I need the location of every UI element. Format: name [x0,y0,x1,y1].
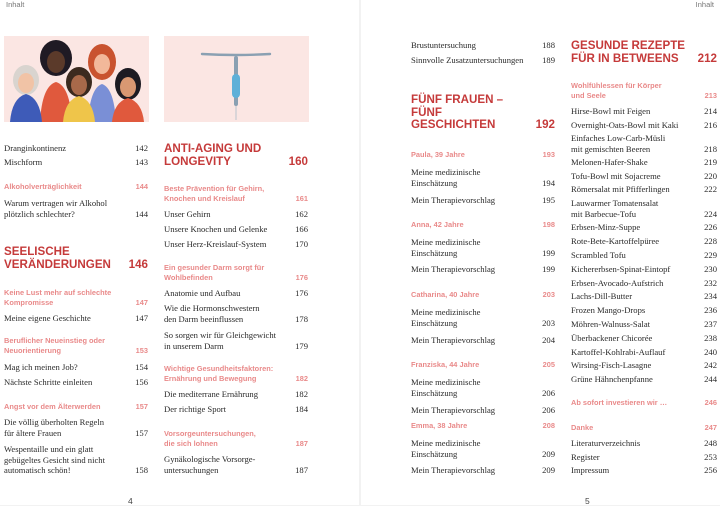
toc-page-number: 182 [295,373,308,383]
section-heading [164,364,308,383]
toc-page-number: 234 [704,291,717,301]
toc-title: Lauwarmer Tomatensalat mit Barbecue-Tofu [571,198,659,219]
toc-page-number: 142 [135,143,148,153]
toc-entry [411,55,555,66]
toc-page-number: 214 [704,106,717,116]
toc-title: FÜNF FRAUEN – FÜNF GESCHICHTEN [411,93,504,132]
toc-page-number: 176 [295,288,308,298]
toc-page-number: 144 [135,182,148,191]
iud-icon [164,36,309,122]
toc-title: Meine medizinische Einschätzung [411,377,481,398]
toc-page-number: 161 [295,193,308,203]
toc-page-number: 162 [295,209,308,219]
toc-title: Kartoffel-Kohlrabi-Auflauf [571,347,666,357]
toc-page-number: 242 [704,360,717,370]
toc-title: ANTI-AGING UND LONGEVITY [164,142,262,168]
toc-entry [4,143,148,154]
toc-entry [571,264,717,275]
toc-title: Vorsorgeuntersuchungen, die sich lohnen [164,429,256,448]
toc-entry [571,184,717,195]
toc-title: Keine Lust mehr auf schlechte Kompromisse [4,288,112,307]
toc-entry [571,452,717,463]
toc-page-number: 222 [704,184,717,194]
toc-page-number: 160 [288,154,308,168]
toc-page-number: 206 [542,405,555,415]
toc-entry [4,157,148,168]
toc-title: Meine medizinische Einschätzung [411,167,481,188]
toc-entry [4,198,148,219]
toc-page-number: 178 [295,313,308,324]
toc-page-number: 209 [542,448,555,459]
toc-entry [411,264,555,275]
toc-entry [571,465,717,476]
toc-entry [571,171,717,182]
toc-title: Unsere Knochen und Gelenke [164,224,268,234]
toc-entry [571,198,717,219]
toc-page-number: 179 [295,340,308,351]
section-heading [411,290,555,300]
toc-title: Angst vor dem Älterwerden [4,402,101,411]
toc-entry [571,333,717,344]
toc-page-number: 226 [704,222,717,232]
toc-entry [164,303,308,324]
toc-page-number: 208 [542,421,555,430]
toc-page-number: 193 [542,150,555,159]
toc-title: Rote-Bete-Kartoffelpüree [571,236,660,246]
toc-title: Die völlig überholten Regeln für ältere Frauen [4,417,104,438]
toc-title: Overnight-Oats-Bowl mit Kaki [571,120,679,130]
toc-title: Paula, 39 Jahre [411,150,465,159]
toc-page-number: 204 [542,335,555,345]
toc-title: Dranginkontinenz [4,143,67,153]
toc-entry [571,157,717,168]
toc-entry [571,250,717,261]
toc-title: Catharina, 40 Jahre [411,290,480,299]
toc-title: Impressum [571,465,610,475]
toc-title: Gynäkologische Vorsorge- untersuchungen [164,454,256,475]
toc-title: Beste Prävention für Gehirn, Knochen und Kreislauf [164,184,265,203]
toc-entry [571,374,717,385]
toc-title: GESUNDE REZEPTE FÜR IN BETWEENS [571,39,686,65]
women-illustration-svg [4,36,149,122]
toc-title: Römersalat mit Pfifferlingen [571,184,670,194]
toc-entry [164,224,308,235]
section-heading [4,336,148,355]
section-heading [4,182,148,192]
toc-page-number: 219 [704,157,717,167]
running-head-right: Inhalt [695,0,714,9]
toc-page-number: 224 [704,208,717,219]
chapter-heading [4,246,148,271]
toc-title: Die mediterrane Ernährung [164,389,259,399]
chapter-heading [411,94,555,132]
toc-title: Meine medizinische Einschätzung [411,438,481,459]
toc-entry [164,239,308,250]
toc-entry [571,222,717,233]
toc-page-number: 230 [704,264,717,274]
toc-page-number: 199 [542,264,555,274]
toc-title: Warum vertragen wir Alkohol plötzlich schlechter? [4,198,108,219]
toc-title: Grüne Hähnchenpfanne [571,374,653,384]
toc-page-number: 216 [704,120,717,130]
toc-page-number: 247 [704,423,717,432]
women-illustration [4,36,149,122]
toc-page-number: 170 [295,239,308,249]
toc-page-number: 147 [135,297,148,307]
toc-page-number: 154 [135,362,148,372]
toc-title: Nächste Schritte einleiten [4,377,93,387]
toc-page-number: 182 [295,389,308,399]
toc-entry [411,465,555,476]
toc-entry [4,362,148,373]
section-heading [411,150,555,160]
section-heading [164,263,308,282]
toc-title: Tofu-Bowl mit Sojacreme [571,171,661,181]
toc-entry [411,40,555,51]
toc-title: Anna, 42 Jahre [411,220,464,229]
toc-entry [4,313,148,324]
toc-entry [411,195,555,206]
toc-title: Danke [571,423,594,432]
toc-title: Meine medizinische Einschätzung [411,307,481,328]
toc-title: Wirsing-Fisch-Lasagne [571,360,652,370]
toc-title: Alkoholverträglichkeit [4,182,82,191]
toc-entry [411,405,555,416]
toc-title: Beruflicher Neueinstieg oder Neuorientierung [4,336,106,355]
toc-page-number: 188 [542,40,555,50]
toc-page-number: 213 [704,90,717,100]
toc-title: Mein Therapievorschlag [411,335,496,345]
toc-entry [164,330,308,351]
toc-entry [411,237,555,258]
toc-entry [411,377,555,398]
toc-page-number: 166 [295,224,308,234]
toc-title: Lachs-Dill-Butter [571,291,633,301]
toc-entry [164,209,308,220]
toc-page-number: 203 [542,317,555,328]
toc-page-number: 192 [535,118,555,132]
toc-title: Meine medizinische Einschätzung [411,237,481,258]
toc-title: Hirse-Bowl mit Feigen [571,106,651,116]
toc-page-number: 158 [135,465,148,475]
toc-page-number: 198 [542,220,555,229]
toc-page-number: 256 [704,465,717,475]
page-number-right: 5 [585,496,590,506]
toc-page-number: 240 [704,347,717,357]
toc-entry [164,454,308,475]
toc-page-number: 209 [542,465,555,475]
toc-title: Ab sofort investieren wir … [571,398,668,407]
toc-page-number: 218 [704,143,717,154]
section-heading [4,288,148,307]
toc-entry [571,347,717,358]
toc-title: Brustuntersuchung [411,40,476,50]
toc-page-number: 229 [704,250,717,260]
toc-page-number: 205 [542,360,555,369]
toc-entry [4,444,148,476]
chapter-heading [571,40,717,65]
toc-title: Mag ich meinen Job? [4,362,78,372]
toc-entry [571,278,717,289]
toc-title: Wohlfühlessen für Körper und Seele [571,81,662,100]
toc-title: Wie die Hormonschwestern den Darm beeinflussen [164,303,260,324]
toc-title: Unser Herz-Kreislauf-System [164,239,267,249]
toc-page-number: 248 [704,438,717,448]
toc-page-number: 157 [135,427,148,438]
toc-title: Kichererbsen-Spinat-Eintopf [571,264,671,274]
toc-entry [411,438,555,459]
toc-entry [164,389,308,400]
toc-page-number: 253 [704,452,717,462]
toc-title: Scrambled Tofu [571,250,626,260]
toc-entry [571,236,717,247]
toc-title: Frozen Mango-Drops [571,305,646,315]
toc-title: Sinnvolle Zusatzuntersuchungen [411,55,524,65]
section-heading [4,402,148,412]
toc-title: Erbsen-Minz-Suppe [571,222,641,232]
chapter-heading [164,143,308,168]
toc-title: Mein Therapievorschlag [411,405,496,415]
toc-entry [571,106,717,117]
toc-page-number: 153 [135,345,148,355]
section-heading [411,421,555,431]
toc-page-number: 184 [295,404,308,414]
toc-page-number: 212 [697,51,717,65]
iud-illustration [164,36,309,122]
toc-page-number: 157 [135,402,148,411]
toc-page-number: 195 [542,195,555,205]
toc-page-number: 143 [135,157,148,167]
toc-page-number: 189 [542,55,555,65]
toc-title: Franziska, 44 Jahre [411,360,480,369]
section-heading [571,398,717,408]
toc-title: Erbsen-Avocado-Aufstrich [571,278,664,288]
toc-title: Mein Therapievorschlag [411,264,496,274]
toc-title: Anatomie und Aufbau [164,288,241,298]
toc-page-number: 187 [295,438,308,448]
toc-page-number: 156 [135,377,148,387]
toc-entry [164,404,308,415]
toc-page-number: 194 [542,177,555,188]
left-page [0,0,359,505]
toc-entry [571,438,717,449]
toc-page-number: 246 [704,398,717,407]
section-heading [571,423,717,433]
toc-entry [164,288,308,299]
toc-page-number: 232 [704,278,717,288]
toc-entry [411,335,555,346]
toc-title: Mischform [4,157,43,167]
toc-title: Wichtige Gesundheitsfaktoren: Ernährung und Bewegung [164,364,274,383]
running-head-left: Inhalt [6,0,25,9]
toc-title: Überbackener Chicorée [571,333,653,343]
toc-entry [411,167,555,188]
toc-title: Emma, 38 Jahre [411,421,468,430]
toc-title: Mein Therapievorschlag [411,465,496,475]
toc-entry [571,133,717,154]
toc-entry [411,307,555,328]
toc-title: Literaturverzeichnis [571,438,641,448]
toc-title: SEELISCHE VERÄNDERUNGEN [4,245,111,271]
section-heading [571,81,717,100]
toc-page-number: 144 [135,208,148,219]
toc-entry [571,360,717,371]
toc-page-number: 147 [135,313,148,323]
toc-page-number: 199 [542,247,555,258]
section-heading [164,184,308,203]
toc-title: Möhren-Walnuss-Salat [571,319,651,329]
toc-entry [4,377,148,388]
toc-entry [4,417,148,438]
toc-title: Melonen-Hafer-Shake [571,157,648,167]
toc-page-number: 237 [704,319,717,329]
toc-title: Mein Therapievorschlag [411,195,496,205]
section-heading [411,360,555,370]
toc-title: Der richtige Sport [164,404,227,414]
section-heading [411,220,555,230]
page-number-left: 4 [128,496,133,506]
section-heading [164,429,308,448]
toc-entry [571,120,717,131]
toc-entry [571,305,717,316]
toc-page-number: 236 [704,305,717,315]
toc-page-number: 176 [295,272,308,282]
toc-entry [571,319,717,330]
toc-title: So sorgen wir für Gleichgewicht in unserem Darm [164,330,277,351]
toc-title: Unser Gehirn [164,209,211,219]
toc-page-number: 244 [704,374,717,384]
toc-page-number: 238 [704,333,717,343]
toc-page-number: 146 [128,257,148,271]
toc-title: Register [571,452,600,462]
toc-title: Ein gesunder Darm sorgt für Wohlbefinden [164,263,265,282]
toc-title: Meine eigene Geschichte [4,313,91,323]
toc-page-number: 187 [295,464,308,475]
toc-page-number: 228 [704,236,717,246]
toc-title: Wespentaille und ein glatt gebügeltes Gesicht sind nicht automatisch schön! [4,444,105,475]
toc-title: Einfaches Low-Carb-Müsli mit gemischten Beeren [571,133,666,154]
right-page [361,0,720,505]
toc-page-number: 220 [704,171,717,181]
toc-page-number: 206 [542,387,555,398]
toc-page-number: 203 [542,290,555,299]
toc-entry [571,291,717,302]
